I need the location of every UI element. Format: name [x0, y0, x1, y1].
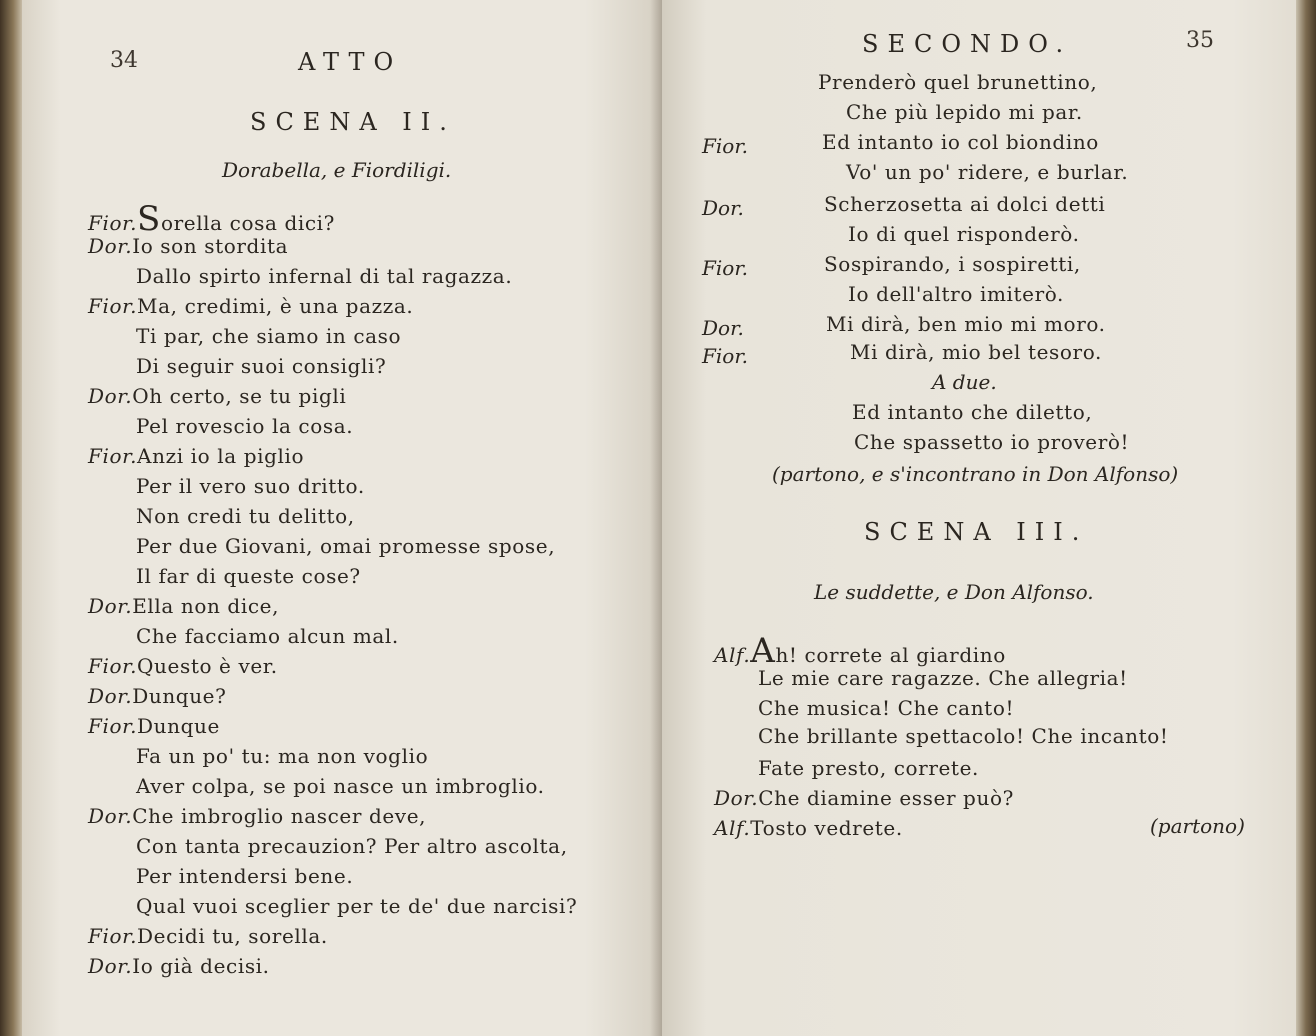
line-text: Per due Giovani, omai promesse spose, — [136, 534, 556, 558]
line-text: Di seguir suoi consigli? — [136, 354, 387, 378]
line-text: Che facciamo alcun mal. — [136, 624, 399, 648]
line-text: Io già decisi. — [132, 954, 270, 978]
line-text: Ti par, che siamo in caso — [136, 324, 402, 348]
left-page — [22, 0, 662, 1036]
dialogue-line — [136, 506, 355, 526]
dialogue-line — [136, 326, 401, 346]
verse-line: Mi dirà, mio bel tesoro. — [850, 340, 1102, 364]
dialogue-line — [136, 356, 386, 376]
line-text: Aver colpa, se poi nasce un imbroglio. — [136, 774, 545, 798]
line-text: Io son stordita — [132, 234, 289, 258]
speaker-label: Fior. — [702, 344, 749, 368]
line-text: Ella non dice, — [132, 594, 280, 618]
line-text: h! correte al giardino — [775, 643, 1006, 667]
speaker-label: Fior. — [702, 134, 749, 158]
dialogue-line — [88, 926, 328, 946]
line-text: Le mie care ragazze. Che allegria! — [758, 666, 1128, 690]
dialogue-line — [136, 746, 428, 766]
dialogue-line — [88, 806, 426, 826]
dialogue-line — [88, 236, 288, 256]
speaker-label: Fior. — [702, 256, 749, 280]
dialogue-line — [136, 566, 361, 586]
book-edge-left — [0, 0, 22, 1036]
verse-line: Ed intanto che diletto, — [852, 400, 1093, 424]
dialogue-line — [88, 386, 346, 406]
line-text: Che musica! Che canto! — [758, 696, 1015, 720]
line-text: Che brillante spettacolo! Che incanto! — [758, 724, 1169, 748]
line-text: Pel rovescio la cosa. — [136, 414, 354, 438]
dialogue-line — [88, 296, 413, 316]
dialogue-line — [88, 956, 270, 976]
dialogue-line — [136, 776, 545, 796]
verse-line: Prenderò quel brunettino, — [818, 70, 1098, 94]
verse-line: Ed intanto io col biondino — [822, 130, 1099, 154]
speaker-label: Dor. — [702, 196, 744, 220]
line-text: Ma, credimi, è una pazza. — [137, 294, 414, 318]
stage-direction: (partono, e s'incontrano in Don Alfonso) — [772, 462, 1179, 486]
speaker-label: Fior. — [88, 924, 138, 948]
line-text: Per intendersi bene. — [136, 864, 354, 888]
speaker-label: Dor. — [88, 594, 133, 618]
page-number: 34 — [110, 48, 138, 73]
running-head: ATTO — [298, 48, 403, 76]
line-text: Oh certo, se tu pigli — [132, 384, 347, 408]
line-text: Il far di queste cose? — [136, 564, 361, 588]
right-page — [662, 0, 1296, 1036]
dialogue-line — [758, 758, 979, 778]
dialogue-line — [714, 631, 1006, 671]
verse-line: Che spassetto io proverò! — [854, 430, 1130, 454]
speaker-label: Fior. — [88, 294, 138, 318]
a-due-label: A due. — [932, 370, 997, 394]
line-text: Dallo spirto infernal di tal ragazza. — [136, 264, 513, 288]
speaker-label: Dor. — [88, 384, 133, 408]
verse-line: Sospirando, i sospiretti, — [824, 252, 1081, 276]
dialogue-line — [88, 686, 226, 706]
speaker-label: Dor. — [88, 804, 133, 828]
speaker-label: Dor. — [702, 316, 744, 340]
speaker-label: Fior. — [88, 211, 138, 235]
line-text: Tosto vedrete. — [750, 816, 903, 840]
page-number: 35 — [1186, 28, 1214, 53]
verse-line: Che più lepido mi par. — [846, 100, 1083, 124]
dialogue-line — [88, 596, 279, 616]
verse-line: Vo' un po' ridere, e burlar. — [846, 160, 1129, 184]
dialogue-line — [136, 896, 577, 916]
scene-characters: Le suddette, e Don Alfonso. — [814, 580, 1094, 604]
dialogue-line — [758, 726, 1169, 746]
dialogue-line — [714, 788, 1014, 808]
dialogue-line — [758, 668, 1128, 688]
drop-cap: S — [137, 199, 161, 239]
speaker-label: Dor. — [714, 786, 759, 810]
dialogue-line — [136, 476, 365, 496]
drop-cap: A — [750, 631, 776, 671]
dialogue-line — [88, 656, 278, 676]
speaker-label: Fior. — [88, 714, 138, 738]
line-text: Fa un po' tu: ma non voglio — [136, 744, 429, 768]
line-text: Decidi tu, sorella. — [137, 924, 328, 948]
dialogue-line — [88, 199, 335, 239]
book-edge-right — [1296, 0, 1316, 1036]
line-text: Anzi io la piglio — [137, 444, 305, 468]
dialogue-line — [714, 818, 903, 838]
line-text: Non credi tu delitto, — [136, 504, 355, 528]
line-text: Con tanta precauzion? Per altro ascolta, — [136, 834, 568, 858]
line-text: orella cosa dici? — [160, 211, 335, 235]
line-text: Qual vuoi sceglier per te de' due narcisi? — [136, 894, 578, 918]
verse-line: Io dell'altro imiterò. — [848, 282, 1064, 306]
speaker-label: Dor. — [88, 684, 133, 708]
speaker-label: Dor. — [88, 954, 133, 978]
stage-direction: (partono) — [1150, 814, 1245, 838]
dialogue-line — [136, 836, 568, 856]
line-text: Che diamine esser può? — [758, 786, 1014, 810]
dialogue-line — [136, 266, 512, 286]
speaker-label: Fior. — [88, 654, 138, 678]
speaker-label: Dor. — [88, 234, 133, 258]
running-head: SECONDO. — [862, 30, 1073, 58]
line-text: Per il vero suo dritto. — [136, 474, 365, 498]
speaker-label: Alf. — [714, 643, 751, 667]
verse-line: Scherzosetta ai dolci detti — [824, 192, 1106, 216]
dialogue-line — [88, 446, 304, 466]
dialogue-line — [88, 716, 220, 736]
verse-line: Io di quel risponderò. — [848, 222, 1080, 246]
speaker-label: Fior. — [88, 444, 138, 468]
dialogue-line — [136, 416, 353, 436]
verse-line: Mi dirà, ben mio mi moro. — [826, 312, 1106, 336]
speaker-label: Alf. — [714, 816, 751, 840]
dialogue-line — [136, 626, 399, 646]
line-text: Fate presto, correte. — [758, 756, 979, 780]
scene-title: SCENA III. — [864, 518, 1089, 546]
scene-title: SCENA II. — [250, 108, 456, 136]
dialogue-line — [758, 698, 1014, 718]
dialogue-line — [136, 866, 353, 886]
line-text: Dunque — [137, 714, 220, 738]
dialogue-line — [136, 536, 555, 556]
line-text: Dunque? — [132, 684, 227, 708]
line-text: Questo è ver. — [137, 654, 278, 678]
line-text: Che imbroglio nascer deve, — [132, 804, 427, 828]
scene-characters: Dorabella, e Fiordiligi. — [222, 158, 452, 182]
